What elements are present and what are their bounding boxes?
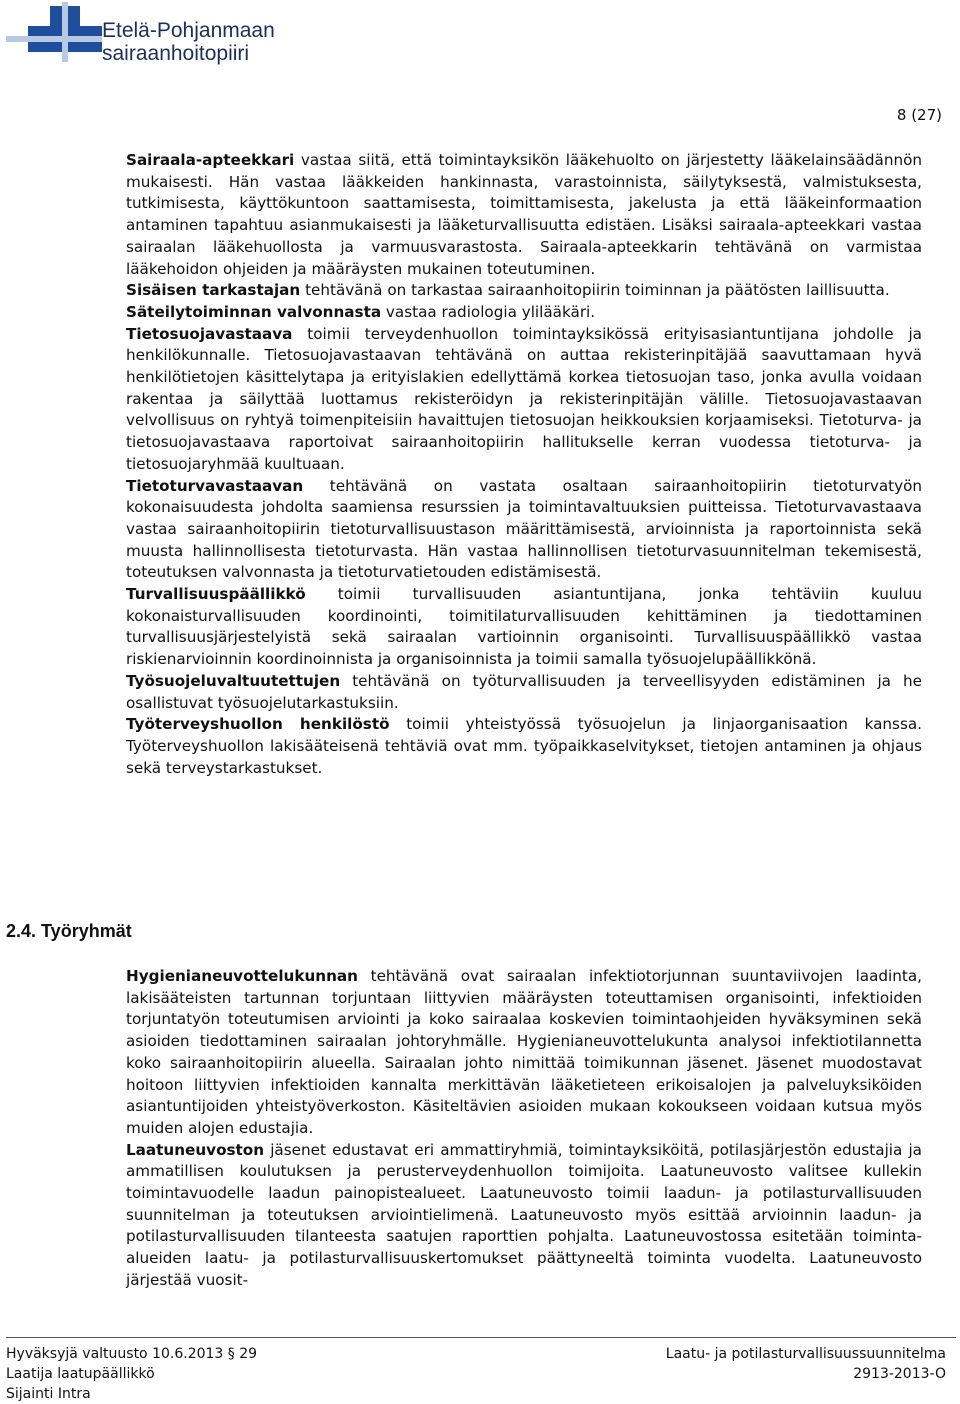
paragraph-text: toimii terveydenhuollon toimintayksikössä erityisasiantuntijana johdolle ja henkilökunnalle. Tietosuojavastaavan tehtävänä on auttaa rekisterinpitäjää saavuttamaan hyvä henkilötietojen käsittelytapa ja erityislakien edellyttämä korkea tietosuojan taso, jonka avulla voidaan rakentaa ja säilyttää luottamus rekisteröidyn ja rekisterinpitäjän välille. Tietosuojavastaavan velvollisuus on ryhtyä toimenpiteisiin havaittujen tietosuojan heikkouksien korjaamiseksi. Tietoturva- ja tietosuojavastaava raportoivat sairaanhoitopiirin hallitukselle kerran vuodessa tietoturva- ja tietosuojaryhmää kuultuaan.: [126, 324, 922, 473]
term: Laatuneuvoston: [126, 1140, 265, 1159]
term: Säteilytoiminnan valvonnasta: [126, 302, 382, 321]
footer-document-code: 2913-2013-O: [853, 1366, 946, 1382]
paragraph-tyoterveyshuolto: [126, 714, 922, 779]
section-roles: [126, 150, 922, 779]
section-tyoryhmat: [126, 966, 922, 1292]
paragraph-text: tehtävänä on vastata osaltaan sairaanhoitopiirin tietoturvatyön kokonaisuudesta johdolta saamiensa resurssien ja toimintavaltuuksien puitteissa. Tietoturvavastaava vastaa sairaanhoitopiirin tietoturvallisuustason määrittämisestä, arvioinnista ja raportoinnista sekä muusta hallinnollisesta tietoturvasta. Hän vastaa hallinnollisen tietoturvasuunnitelman tekemisestä, toteutuksen valvonnasta ja tietoturvatietouden edistämisestä.: [126, 476, 922, 582]
paragraph-text: toimii yhteistyössä työsuojelun ja linjaorganisaation kanssa. Työterveyshuollon lakisääteisenä tehtäviä ovat mm. työpaikkaselvitykset, tietojen antaminen ja ohjaus sekä terveystarkastukset.: [126, 715, 922, 777]
term: Työterveyshuollon henkilöstö: [126, 715, 390, 734]
term: Tietoturvavastaavan: [126, 476, 304, 495]
term: Työsuojeluvaltuutettujen: [126, 671, 341, 690]
page-number: 8 (27): [896, 106, 942, 124]
term: Hygienianeuvottelukunnan: [126, 967, 358, 985]
paragraph-turvallisuuspaallikko: [126, 584, 922, 671]
logo-mark-icon: [6, 2, 102, 68]
paragraph-sateilytoiminta: [126, 302, 922, 324]
term: Sisäisen tarkastajan: [126, 281, 301, 300]
footer-location: Sijainti Intra: [6, 1386, 91, 1402]
footer-author: Laatija laatupäällikkö: [6, 1366, 155, 1382]
paragraph-tyosuojeluvaltuutetut: [126, 671, 922, 714]
term: Sairaala-apteekkari: [126, 151, 295, 169]
footer-approved: Hyväksyjä valtuusto 10.6.2013 § 29: [6, 1346, 258, 1362]
paragraph-laatuneuvosto: [126, 1140, 922, 1292]
paragraph-tietosuojavastaava: [126, 324, 922, 476]
logo-text: [102, 20, 275, 65]
paragraph-text: vastaa radiologia ylilääkäri.: [381, 302, 596, 321]
paragraph-text: tehtävänä on työturvallisuuden ja terveellisyyden edistäminen ja he osallistuvat työsuojelutarkastuksiin.: [126, 671, 922, 712]
section-heading: 2.4. Työryhmät: [6, 921, 132, 941]
paragraph-text: toimii turvallisuuden asiantuntijana, jonka tehtäviin kuuluu kokonaisturvallisuuden koordinointi, toimitilaturvallisuuden kehittäminen ja tiedottaminen turvallisuusjärjestelyistä sekä sairaalan vartioinnin organisointi. Turvallisuuspäällikkö vastaa riskienarvioinnin koordinoinnista ja organisoinnista ja toimii samalla työsuojelupäällikkönä.: [126, 585, 922, 669]
footer-divider: [6, 1337, 956, 1338]
paragraph-text: tehtävänä ovat sairaalan infektiotorjunnan suuntaviivojen laadinta, lakisääteisten tartunnan torjuntaan liittyvien määräysten toteuttamisen organisointi, infektioiden torjuntatyön toteutumisen arviointi ja koko sairaalaa koskevien toimintaohjeiden hyväksyminen sekä asioiden tiedottaminen sairaalan johtoryhmälle. Hygienianeuvottelukunta analysoi infektiotilannetta koko sairaanhoitopiirin alueella. Sairaalan johto nimittää toimikunnan jäsenet. Jäsenet muodostavat hoitoon liittyvien infektioiden kannalta merkittävän lääketieteen erikoisalojen ja palveluyksiköiden asiantuntijoiden yhteistyöverkoston. Käsiteltävien asioiden mukaan kokoukseen voidaan kutsua myös muiden alojen edustajia.: [126, 967, 922, 1137]
footer-document-title: Laatu- ja potilasturvallisuussuunnitelma: [665, 1346, 946, 1362]
paragraph-sisainen-tarkastaja: [126, 280, 922, 302]
term: Turvallisuuspäällikkö: [126, 585, 306, 604]
footer-left: [6, 1344, 257, 1404]
logo-line-2: sairaanhoitopiiri: [102, 42, 250, 65]
paragraph-tietoturvavastaava: [126, 476, 922, 585]
paragraph-text: tehtävänä on tarkastaa sairaanhoitopiirin toiminnan ja päätösten laillisuutta.: [300, 281, 890, 300]
paragraph-hygienianeuvottelukunta: [126, 966, 922, 1140]
footer-right: [666, 1344, 946, 1384]
paragraph-text: jäsenet edustavat eri ammattiryhmiä, toimintayksiköitä, potilasjärjestön edustajia ja ammatillisen koulutuksen ja perusterveydenhuollon toimijoita. Laatuneuvosto valitsee kullekin toimintavuodelle laadun painopistealueet. Laatuneuvosto toimii laadun- ja potilasturvallisuuden suunnitelman ja toteutuksen arviointielimenä. Laatuneuvosto myös esittää arvioinnin laadun- ja potilasturvallisuuden tilanteesta saatujen raporttien pohjalta. Laatuneuvostossa esitetään toiminta-alueiden laatu- ja potilasturvallisuuskertomukset päättyneeltä toiminta vuodelta. Laatuneuvosto järjestää vuosit-: [126, 1140, 922, 1289]
logo-line-1: Etelä-Pohjanmaan: [102, 19, 275, 42]
paragraph-sairaala-apteekkari: [126, 150, 922, 280]
paragraph-text: vastaa siitä, että toimintayksikön lääkehuolto on järjestetty lääkelainsäädännön mukaisesti. Hän vastaa lääkkeiden hankinnasta, varastoinnista, säilytyksestä, valmistuksesta, tutkimisesta, käyttökuntoon saattamisesta, toimittamisesta, jakelusta ja että lääkeinformaation antaminen tapahtuu asianmukaisesti ja lääketurvallisuutta edistäen. Lisäksi sairaala-apteekkari vastaa sairaalan lääkehuollosta ja varmuusvarastosta. Sairaala-apteekkarin tehtävänä on varmistaa lääkehoidon ohjeiden ja määräysten mukainen toteutuminen.: [126, 151, 922, 278]
term: Tietosuojavastaava: [126, 324, 293, 343]
